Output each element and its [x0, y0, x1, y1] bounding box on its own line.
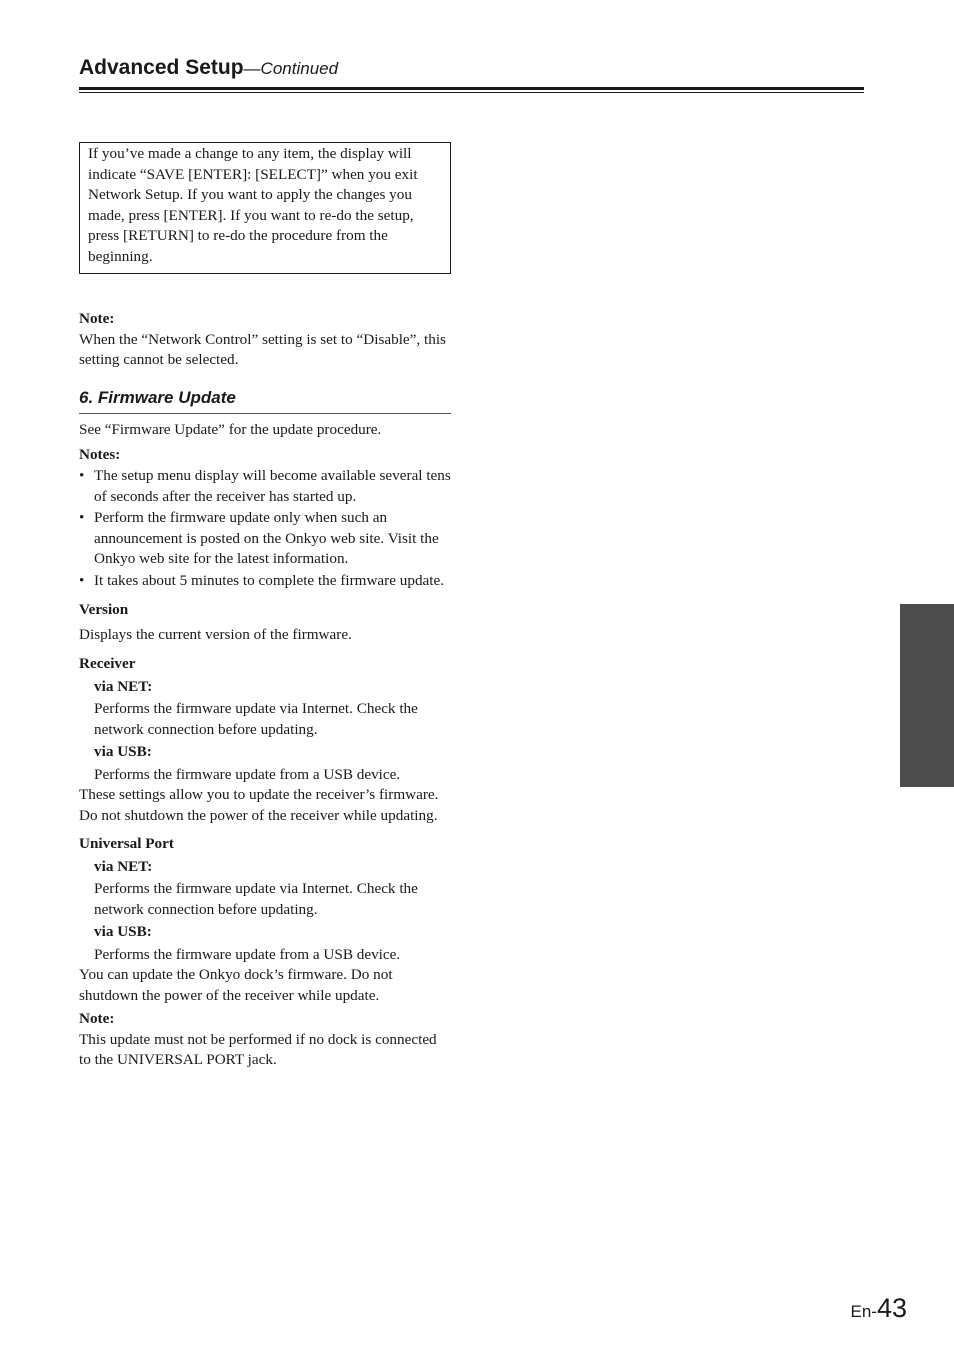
universal-port-heading: Universal Port: [79, 835, 174, 852]
note2-heading: Note:: [79, 1010, 115, 1027]
header-rule-thick: [79, 87, 864, 90]
note2-body: This update must not be performed if no dock is connected to the UNIVERSAL PORT jack.: [79, 1030, 437, 1068]
list-item: [79, 508, 451, 570]
note-body: When the “Network Control” setting is set to “Disable”, this setting cannot be selected.: [79, 330, 446, 368]
list-item-text: The setup menu display will become available several tens of seconds after the receiver has started up.: [94, 467, 451, 505]
receiver-extra: These settings allow you to update the receiver’s firmware. Do not shutdown the power of the receiver while updating.: [79, 786, 439, 824]
receiver-usb-label: via USB:: [94, 743, 152, 760]
version-heading: Version: [79, 601, 129, 618]
header-rule-thin: [79, 92, 864, 93]
list-item-text: Perform the firmware update only when such an announcement is posted on the Onkyo web site. Visit the Onkyo web site for the latest information.: [94, 509, 439, 567]
receiver-usb-body: Performs the firmware update from a USB device.: [94, 765, 401, 783]
receiver-net-label: via NET:: [94, 677, 153, 695]
list-item-text: It takes about 5 minutes to complete the firmware update.: [94, 571, 445, 589]
notes-heading: Notes:: [79, 445, 121, 463]
header-continued: —Continued: [243, 59, 339, 78]
universal-extra: You can update the Onkyo dock’s firmware. Do not shutdown the power of the receiver while update.: [79, 966, 393, 1004]
notes-list: [79, 466, 451, 591]
header-title: Advanced Setup: [79, 56, 244, 79]
page-number: [850, 1293, 907, 1324]
universal-usb-label: via USB:: [94, 923, 152, 940]
page-number-value: 43: [876, 1293, 907, 1323]
bullet-icon: •: [79, 509, 85, 526]
info-box: [79, 142, 451, 274]
universal-net-label: via NET:: [94, 857, 153, 875]
side-tab-marker: [900, 604, 954, 787]
main-column: [79, 142, 451, 1071]
section-intro: See “Firmware Update” for the update procedure.: [79, 421, 382, 438]
page-number-prefix: En-: [850, 1302, 877, 1321]
receiver-heading: Receiver: [79, 655, 136, 672]
list-item: [79, 571, 451, 592]
bullet-icon: •: [79, 571, 85, 589]
info-box-text: If you’ve made a change to any item, the display will indicate “SAVE [ENTER]: [SELECT]” when you exit Network Setup. If you want to apply the changes you made, press [ENTER]. If you want to re-do the setup, press [RETURN] to re-do the procedure from the beginning.: [88, 145, 418, 265]
section-title: 6. Firmware Update: [79, 388, 451, 415]
list-item: [79, 466, 451, 507]
receiver-net-body: Performs the firmware update via Internet. Check the network connection before updating.: [94, 700, 418, 738]
version-body: Displays the current version of the firmware.: [79, 625, 352, 643]
universal-net-body: Performs the firmware update via Internet. Check the network connection before updating.: [94, 880, 418, 918]
bullet-icon: •: [79, 467, 85, 484]
note-heading: Note:: [79, 310, 115, 327]
universal-usb-body: Performs the firmware update from a USB device.: [94, 945, 401, 963]
page-header: [79, 56, 864, 80]
